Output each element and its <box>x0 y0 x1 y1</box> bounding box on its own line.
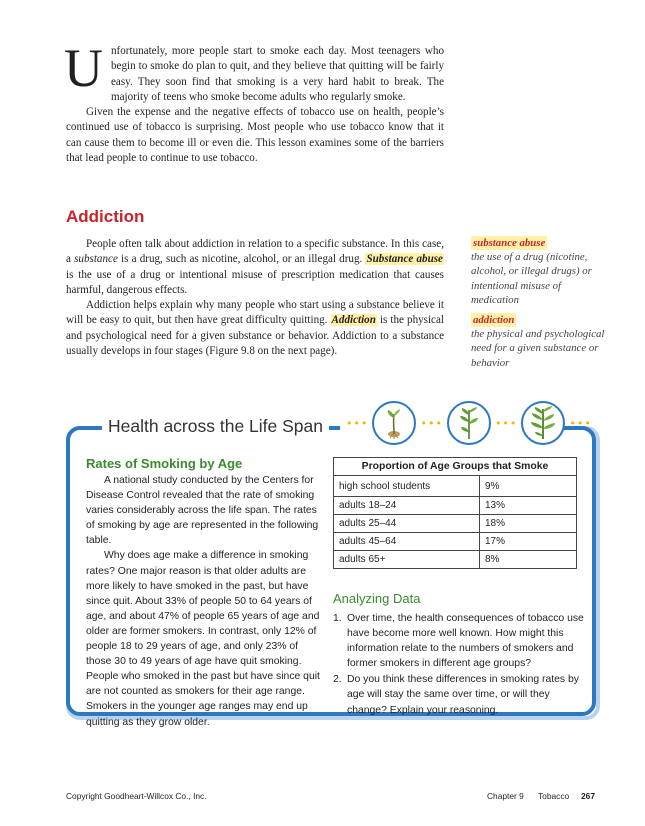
addiction-paragraph-1 <box>66 237 444 298</box>
term-substance: substance <box>74 253 118 266</box>
age-group-cell: adults 25–44 <box>334 515 480 533</box>
rates-paragraph-1: A national study conducted by the Centers for Disease Control revealed that the rate of smoking varies considerably across the life span. The rates of smoking by age are represented in the following table. <box>86 475 319 547</box>
table-row <box>334 476 577 497</box>
feature-title-bar <box>102 411 329 441</box>
smoking-proportion-table <box>333 457 577 569</box>
highlighted-term-substance-abuse[interactable]: Substance abuse <box>366 253 443 266</box>
age-group-cell: adults 18–24 <box>334 497 480 515</box>
analyzing-data-heading: Analyzing Data <box>333 591 421 606</box>
glossary-definition: the use of a drug (nicotine, alcohol, or illegal drugs) or intentional misuse of medication <box>471 251 592 306</box>
rates-of-smoking-heading: Rates of Smoking by Age <box>86 456 243 471</box>
feature-title: Health across the Life Span <box>108 415 323 436</box>
glossary-term: addiction <box>473 314 515 326</box>
dot-separator: ••• <box>420 416 443 430</box>
percent-cell: 8% <box>480 551 577 569</box>
intro-text <box>64 38 444 166</box>
percent-cell: 13% <box>480 497 577 515</box>
percent-cell: 18% <box>480 515 577 533</box>
text-run: is the use of a drug or intentional misuse of prescription medication that causes harmful, dangerous effects. <box>66 268 444 296</box>
page-number: 267 <box>581 791 595 801</box>
text-run: People often talk about addiction in relation to a specific substance. In this case, a <box>66 238 444 266</box>
addiction-paragraph-2 <box>66 298 444 359</box>
percent-cell: 17% <box>480 533 577 551</box>
dot-separator: ••• <box>346 416 369 430</box>
list-item <box>333 672 585 717</box>
glossary-entry-substance-abuse <box>471 236 611 307</box>
rates-paragraph-2: Why does age make a difference in smoking rates? One major reason is that older adults are more likely to have smoked in the past, but have since quit. About 33% of people 50 to 64 years of age, and about 47% of people 65 years of age and older are former smokers. In contrast, only 12% of people 18 to 29 years of age, and only 23% of those 30 to 49 years of age have quit smoking. People who smoked in the past but have since quit are not counted as smokers for their age range. Smokers in the younger age ranges may end up quitting as they grow older. <box>86 550 320 728</box>
dot-separator: ••• <box>569 416 592 430</box>
question-text: Do you think these differences in smoking rates by age will stay the same over time, or will they change? Explain your reasoning. <box>347 674 579 716</box>
table-caption: Proportion of Age Groups that Smoke <box>334 458 577 476</box>
question-text: Over time, the health consequences of tobacco use have become more well known. How might this information relate to the numbers of smokers and former smokers in different age groups? <box>347 613 584 670</box>
intro-paragraph-1-text: nfortunately, more people start to smoke each day. Most teenagers who begin to smoke do plan to quit, and they believe that quitting will be fairly easy. They soon find that smoking is a very hard habit to break. The majority of teens who smoke become adults who regularly smoke. <box>111 45 444 103</box>
age-group-cell: adults 65+ <box>334 551 480 569</box>
glossary-term: substance abuse <box>473 237 546 249</box>
young-plant-icon <box>447 401 491 445</box>
grown-plant-icon <box>521 401 565 445</box>
table-row <box>334 515 577 533</box>
table-row <box>334 551 577 569</box>
glossary-entry-addiction <box>471 313 611 370</box>
analyzing-data-questions <box>333 611 585 719</box>
question-number: 1. <box>333 613 342 624</box>
addiction-body <box>66 237 444 359</box>
copyright-notice: Copyright Goodheart-Willcox Co., Inc. <box>66 791 207 801</box>
rates-of-smoking-text <box>86 473 320 730</box>
table-row <box>334 497 577 515</box>
age-group-cell: adults 45–64 <box>334 533 480 551</box>
drop-cap: U <box>64 38 103 98</box>
dot-separator: ••• <box>494 416 518 430</box>
footer-chapter-title: Tobacco <box>538 791 570 801</box>
text-run: Addiction helps explain why many people who start using a substance believe it will be easy to quit, but then have great difficulty quitting. <box>66 299 444 327</box>
intro-paragraph-1 <box>64 38 444 105</box>
plant-icon-strip <box>346 401 592 445</box>
glossary-definition: the physical and psychological need for a given substance or behavior <box>471 328 605 369</box>
percent-cell: 9% <box>480 476 577 497</box>
highlighted-term-addiction[interactable]: Addiction <box>331 314 376 327</box>
footer-chapter: Chapter 9 <box>487 791 524 801</box>
section-heading-addiction: Addiction <box>66 207 145 226</box>
question-number: 2. <box>333 674 342 686</box>
intro-paragraph-2: Given the expense and the negative effects of tobacco use on health, people’s continued use of tobacco is surprising. Most people who use tobacco know that it can cause them to become ill or even die. This lesson examines some of the barriers that lead people to continue to use tobacco. <box>66 106 444 165</box>
seedling-icon <box>372 401 416 445</box>
text-run: is the physical and psychological need for a given substance or behavior. Addiction to a substance usually develops in four stages (Figure 9.8 on the next page). <box>66 314 444 358</box>
text-run: is a drug, such as nicotine, alcohol, or an illegal drug. <box>117 253 366 266</box>
table-row <box>334 533 577 551</box>
list-item <box>333 611 585 671</box>
age-group-cell: high school students <box>334 476 480 497</box>
